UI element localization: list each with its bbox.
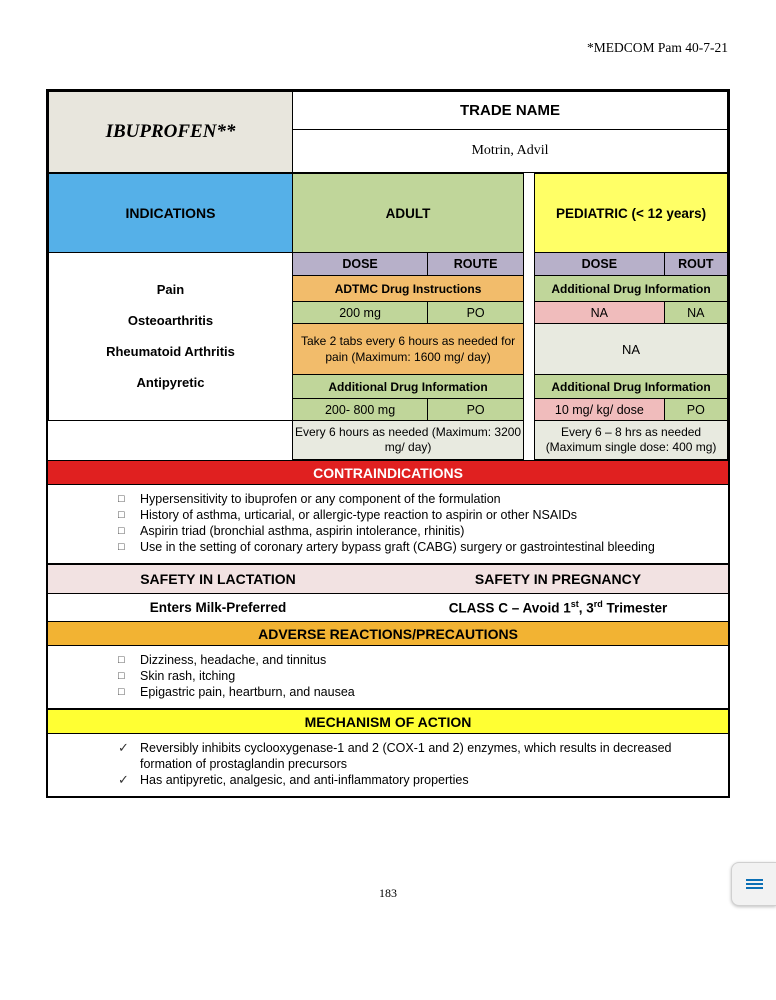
- indications-list: [49, 253, 293, 421]
- adult-additional-route: PO: [428, 399, 524, 421]
- indication-item: Antipyretic: [136, 374, 205, 390]
- contraindications-list: [48, 485, 728, 564]
- list-item-text: Skin rash, itching: [140, 669, 236, 683]
- menu-icon[interactable]: [731, 862, 776, 906]
- list-item: [48, 539, 728, 555]
- list-item-text: Dizziness, headache, and tinnitus: [140, 653, 327, 667]
- menu-bar: [746, 879, 763, 881]
- pregnancy-trimester-text: Trimester: [602, 600, 668, 616]
- indication-item: Osteoarthritis: [127, 312, 214, 328]
- document-reference: *MEDCOM Pam 40-7-21: [587, 40, 728, 55]
- pediatric-adtmc-route: NA: [664, 302, 727, 324]
- mechanism-of-action-banner: MECHANISM OF ACTION: [48, 709, 728, 734]
- adult-dose-column-header: DOSE: [293, 253, 428, 276]
- page-number: 183: [379, 886, 397, 900]
- contraindications-banner: CONTRAINDICATIONS: [48, 460, 728, 485]
- drug-name: IBUPROFEN**: [49, 92, 293, 173]
- list-item: [48, 668, 728, 684]
- check-bullet-icon: ✓: [118, 740, 129, 755]
- list-item: [48, 523, 728, 539]
- safety-table: [48, 564, 728, 621]
- indications-label: INDICATIONS: [49, 174, 293, 253]
- adult-additional-label: Additional Drug Information: [293, 375, 524, 399]
- safety-pregnancy-value: [388, 594, 728, 622]
- indication-item: Pain: [156, 281, 185, 297]
- adverse-reactions-list: [48, 646, 728, 709]
- pregnancy-ordinal-1: st: [570, 599, 579, 610]
- drug-name-table: [48, 91, 728, 173]
- adult-additional-dose: 200- 800 mg: [293, 399, 428, 421]
- list-item: [48, 772, 728, 788]
- pediatric-adtmc-dose: NA: [535, 302, 664, 324]
- list-item: [48, 684, 728, 700]
- square-bullet-icon: □: [118, 509, 125, 521]
- list-item: [48, 740, 728, 772]
- drug-information-card: [46, 89, 730, 798]
- pediatric-additional-dose: 10 mg/ kg/ dose: [535, 399, 664, 421]
- safety-lactation-label: SAFETY IN LACTATION: [48, 565, 388, 594]
- pediatric-additional-detail: Every 6 – 8 hrs as needed (Maximum single dose: 400 mg): [535, 421, 728, 460]
- list-item-text: History of asthma, urticarial, or allergic-type reaction to aspirin or other NSAIDs: [140, 508, 577, 522]
- column-separator: [524, 174, 535, 421]
- pediatric-additional-label: Additional Drug Information: [535, 375, 728, 399]
- square-bullet-icon: □: [118, 541, 125, 553]
- adverse-reactions-banner: ADVERSE REACTIONS/PRECAUTIONS: [48, 621, 728, 646]
- pediatric-dose-column-header: DOSE: [535, 253, 664, 276]
- list-item: [48, 507, 728, 523]
- square-bullet-icon: □: [118, 493, 125, 505]
- indication-item: Rheumatoid Arthritis: [106, 343, 235, 359]
- menu-bar: [746, 883, 763, 885]
- adult-header: ADULT: [293, 174, 524, 253]
- check-bullet-icon: ✓: [118, 772, 129, 787]
- square-bullet-icon: □: [118, 654, 125, 666]
- pregnancy-ordinal-2: rd: [593, 599, 603, 610]
- list-item-text: Reversibly inhibits cyclooxygenase-1 and 2 (COX-1 and 2) enzymes, which results in decreased formation of prostaglandin precursors: [140, 741, 672, 771]
- list-item-text: Use in the setting of coronary artery bypass graft (CABG) surgery or gastrointestinal bleeding: [140, 540, 655, 554]
- safety-pregnancy-label: SAFETY IN PREGNANCY: [388, 565, 728, 594]
- square-bullet-icon: □: [118, 670, 125, 682]
- adult-route-column-header: ROUTE: [428, 253, 524, 276]
- list-item: [48, 652, 728, 668]
- adult-adtmc-instructions: Take 2 tabs every 6 hours as needed for pain (Maximum: 1600 mg/ day): [293, 324, 524, 375]
- dosing-table: [48, 173, 728, 460]
- pediatric-route-column-header: ROUT: [664, 253, 727, 276]
- pediatric-header: PEDIATRIC (< 12 years): [535, 174, 728, 253]
- trade-name-label: TRADE NAME: [293, 92, 728, 130]
- pediatric-additional-route: PO: [664, 399, 727, 421]
- column-separator: [524, 421, 535, 460]
- pediatric-adtmc-label: Additional Drug Information: [535, 276, 728, 302]
- adult-adtmc-label: ADTMC Drug Instructions: [293, 276, 524, 302]
- adult-additional-detail: Every 6 hours as needed (Maximum: 3200 mg/ day): [293, 421, 524, 460]
- menu-bar: [746, 887, 763, 889]
- trade-name-value: Motrin, Advil: [293, 130, 728, 173]
- adult-adtmc-dose: 200 mg: [293, 302, 428, 324]
- list-item: [48, 491, 728, 507]
- pediatric-adtmc-instructions: NA: [535, 324, 728, 375]
- adult-adtmc-route: PO: [428, 302, 524, 324]
- pregnancy-class-text: CLASS C – Avoid 1: [448, 600, 571, 616]
- pregnancy-sep-text: , 3: [578, 600, 594, 616]
- square-bullet-icon: □: [118, 525, 125, 537]
- square-bullet-icon: □: [118, 686, 125, 698]
- list-item-text: Aspirin triad (bronchial asthma, aspirin intolerance, rhinitis): [140, 524, 465, 538]
- list-item-text: Epigastric pain, heartburn, and nausea: [140, 685, 355, 699]
- safety-lactation-value: Enters Milk-Preferred: [48, 594, 388, 622]
- list-item-text: Hypersensitivity to ibuprofen or any component of the formulation: [140, 492, 501, 506]
- mechanism-of-action-list: [48, 734, 728, 796]
- list-item-text: Has antipyretic, analgesic, and anti-inflammatory properties: [140, 773, 469, 787]
